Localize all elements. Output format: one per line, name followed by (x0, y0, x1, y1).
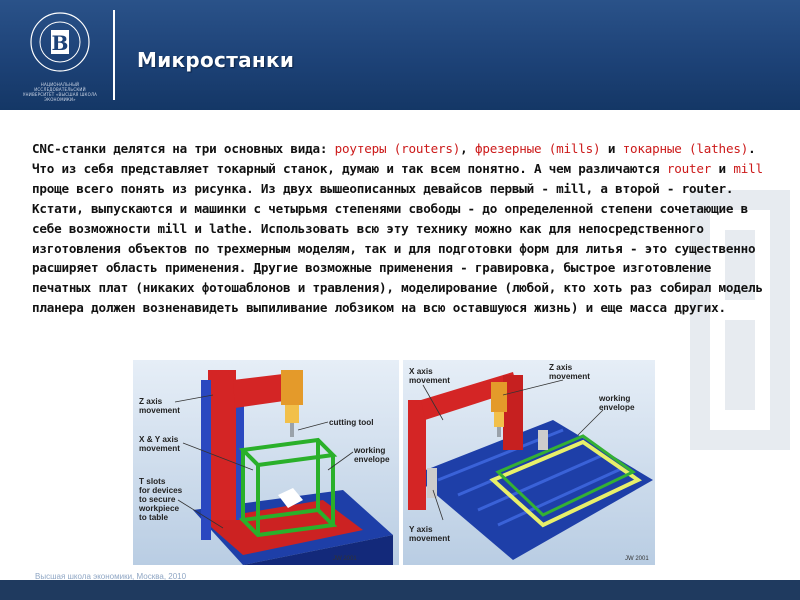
university-logo-icon (30, 12, 90, 72)
z-axis-label-line-1: Z axis (139, 397, 163, 406)
xy-axis-label-line-1: X & Y axis (139, 435, 179, 444)
x-axis-label (409, 367, 450, 385)
logo-block (20, 12, 100, 102)
logo-monogram: В (51, 31, 69, 55)
t-slots-label-line-4: workpiece (139, 504, 180, 513)
z-axis-label-right-line-1: Z axis (549, 363, 573, 372)
z-axis-label-right-line-2: movement (549, 372, 590, 381)
term-router: router (666, 160, 712, 176)
working-envelope-label-right-line-2: envelope (599, 403, 635, 412)
figure-credit-right: JW 2001 (625, 556, 649, 562)
x-axis-label-line-1: X axis (409, 367, 433, 376)
term-lathes: токарные (lathes) (622, 141, 749, 156)
working-envelope-label-right (599, 394, 635, 412)
footer-text: Высшая школа экономики, Москва, 2010 (35, 572, 187, 581)
t-slots-label-line-2: for devices (139, 486, 183, 495)
term-mill: mill (733, 160, 763, 176)
body-and: и (600, 141, 623, 156)
z-axis-label-right (549, 363, 590, 381)
cutting-tool-label: cutting tool (329, 418, 374, 427)
z-axis-label (139, 397, 180, 415)
term-mills: фрезерные (mills) (474, 141, 601, 156)
xy-axis-label-line-2: movement (139, 444, 180, 453)
body-paragraph (32, 139, 772, 318)
body-and-2: и (711, 160, 734, 176)
body-text-1: CNC-станки делятся на три основных вида: (32, 141, 335, 156)
working-envelope-label-line-2: envelope (354, 455, 390, 464)
logo-caption: НАЦИОНАЛЬНЫЙ ИССЛЕДОВАТЕЛЬСКИЙ УНИВЕРСИТЕТ «ВЫСШАЯ ШКОЛА ЭКОНОМИКИ» (22, 82, 98, 102)
y-axis-label (409, 525, 450, 543)
router-diagram (403, 360, 655, 565)
t-slots-label-line-3: to secure (139, 495, 176, 504)
t-slots-label-line-1: T slots (139, 477, 166, 486)
xy-axis-label (139, 435, 180, 453)
y-axis-label-line-1: Y axis (409, 525, 433, 534)
t-slots-label-line-5: to table (139, 513, 169, 522)
slide-footer-bar (0, 580, 800, 600)
working-envelope-label (354, 446, 390, 464)
mill-diagram (133, 360, 399, 565)
slide-header (0, 0, 800, 110)
figure-credit-left: JW 2001 (333, 556, 357, 562)
body-text-2: . Что из себя представляет токарный станок, думаю и так всем понятно. А чем различаются (32, 141, 756, 176)
body-comma: , (460, 141, 475, 156)
working-envelope-label-line-1: working (354, 446, 386, 455)
slide-title: Микростанки (137, 48, 295, 72)
body-text-3: проще всего понять из рисунка. Из двух вышеописанных девайсов первый - mill, а второй - router. Кстати, выпускаются и машинки с четырьмя степенями свободы - до определенной степени сочетающие в себе возможности mill и lathe. Использовать всю эту технику можно как для непосредственного изготовления объектов по трехмерным моделям, так и для подготовки форм для литья - это существенно расширяет область применения. Другие возможные применения - гравировка, быстрое изготовление печатных плат (никаких фотошаблонов и травления), моделирование (любой, кто хоть раз собирал модель планера должен возненавидеть выпиливание лобзиком на всю оставшуюся жизнь) и еще масса других. (32, 180, 763, 316)
t-slots-label (139, 477, 182, 522)
z-axis-label-line-2: movement (139, 406, 180, 415)
working-envelope-label-right-line-1: working (599, 394, 631, 403)
header-divider (113, 10, 115, 100)
term-routers: роутеры (routers) (334, 141, 461, 156)
y-axis-label-line-2: movement (409, 534, 450, 543)
x-axis-label-line-2: movement (409, 376, 450, 385)
